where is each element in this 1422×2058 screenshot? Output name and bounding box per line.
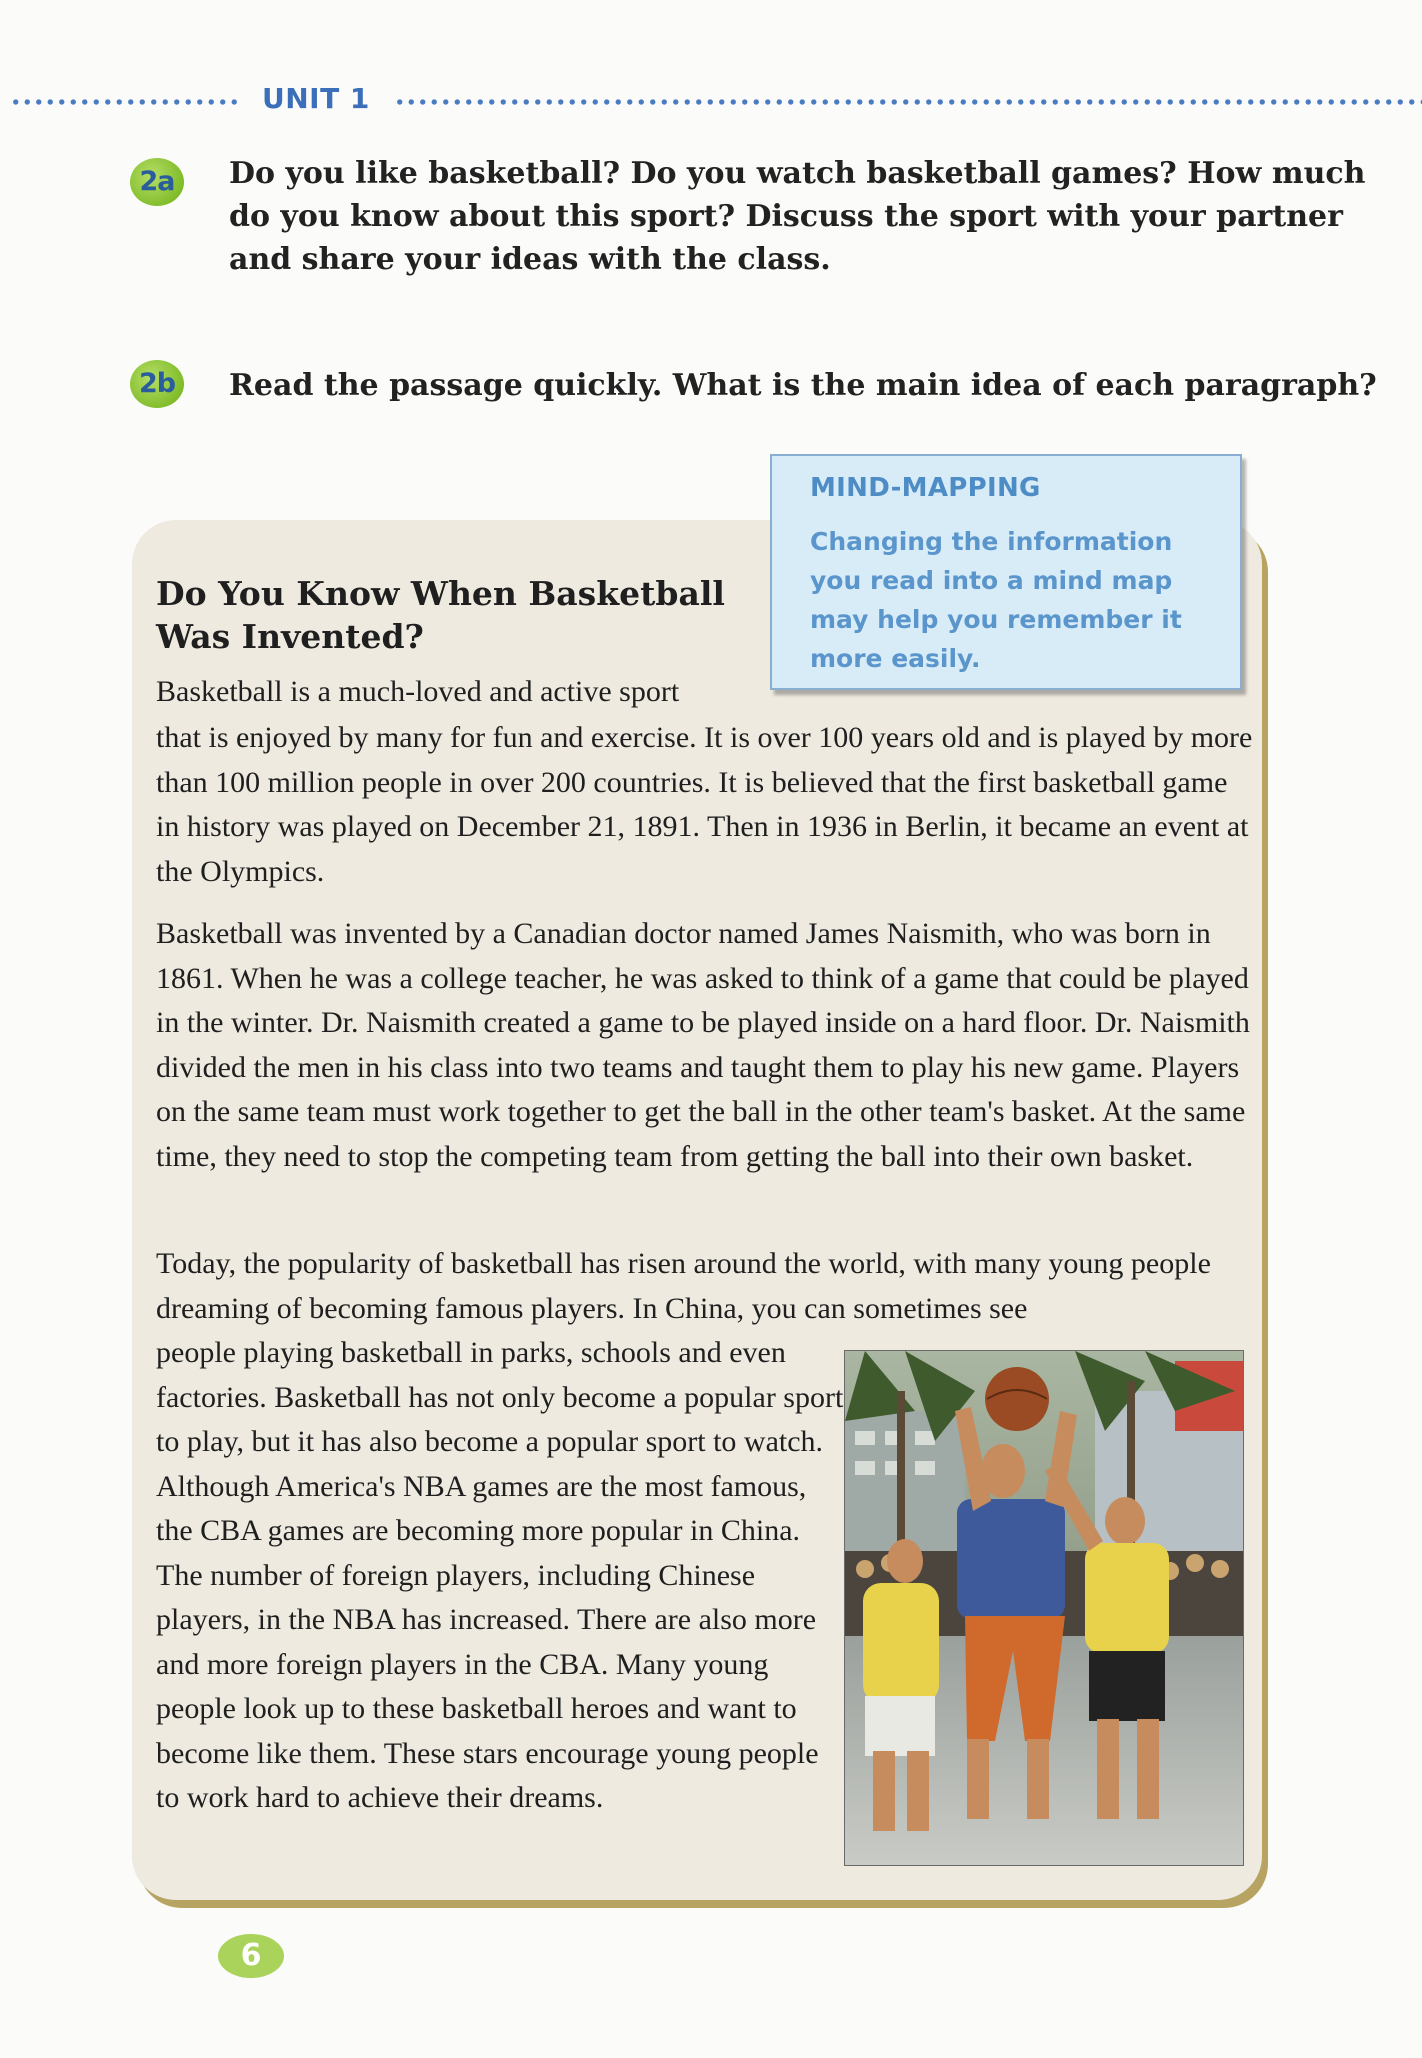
paragraph-3-lead: Today, the popularity of basketball has risen around the world, with many young people dreaming of becoming famous players. In China, you can sometimes see bbox=[156, 1247, 1211, 1325]
passage-title: Do You Know When Basketball Was Invented? bbox=[156, 574, 725, 656]
activity-instruction: Read the passage quickly. What is the main idea of each paragraph? bbox=[229, 368, 1377, 403]
basketball-photo bbox=[844, 1350, 1244, 1866]
basketball-players-illustration bbox=[845, 1351, 1244, 1866]
unit-label: UNIT 1 bbox=[262, 82, 370, 115]
paragraph-1: that is enjoyed by many for fun and exercise. It is over 100 years old and is played by more than 100 million people in over 200 countries. It is believed that the first basketball game in history was played on December 21, 1891. Then in 1936 in Berlin, it became an event at the Olympics. bbox=[156, 721, 1253, 888]
dotted-rule-left bbox=[10, 99, 238, 105]
mind-mapping-tip bbox=[770, 454, 1242, 690]
tip-heading: MIND-MAPPING bbox=[810, 473, 1041, 503]
tip-body: Changing the information you read into a mind map may help you remember it more easily. bbox=[810, 527, 1182, 673]
activity-badge: 2b bbox=[130, 360, 184, 408]
activity-badge: 2a bbox=[130, 158, 184, 206]
paragraph-3: people playing basketball in parks, schools and even factories. Basketball has not only become a popular sport to play, but it has also become a popular sport to watch. Although America's NBA games are the most famous, the CBA games are becoming more popular in China. The number of foreign players, including Chinese players, in the NBA has increased. There are also more and more foreign players in the CBA. Many young people look up to these basketball heroes and want to become like them. These stars encourage young people to work hard to achieve their dreams. bbox=[156, 1336, 844, 1814]
activity-instruction: Do you like basketball? Do you watch basketball games? How much do you know about this sport? Discuss the sport with your partner and share your ideas with the class. bbox=[229, 156, 1366, 277]
unit-header bbox=[0, 80, 1422, 120]
paragraph-1-lead: Basketball is a much-loved and active sport bbox=[156, 675, 680, 708]
page-number: 6 bbox=[218, 1934, 284, 1978]
dotted-rule-right bbox=[394, 99, 1422, 105]
paragraph-2: Basketball was invented by a Canadian doctor named James Naismith, who was born in 1861. When he was a college teacher, he was asked to think of a game that could be played in the winter. Dr. Naismith created a game to be played inside on a hard floor. Dr. Naismith divided the men in his class into two teams and taught them to play his new game. Players on the same team must work together to get the ball in the other team's basket. At the same time, they need to stop the competing team from getting the ball into their own basket. bbox=[156, 917, 1250, 1173]
